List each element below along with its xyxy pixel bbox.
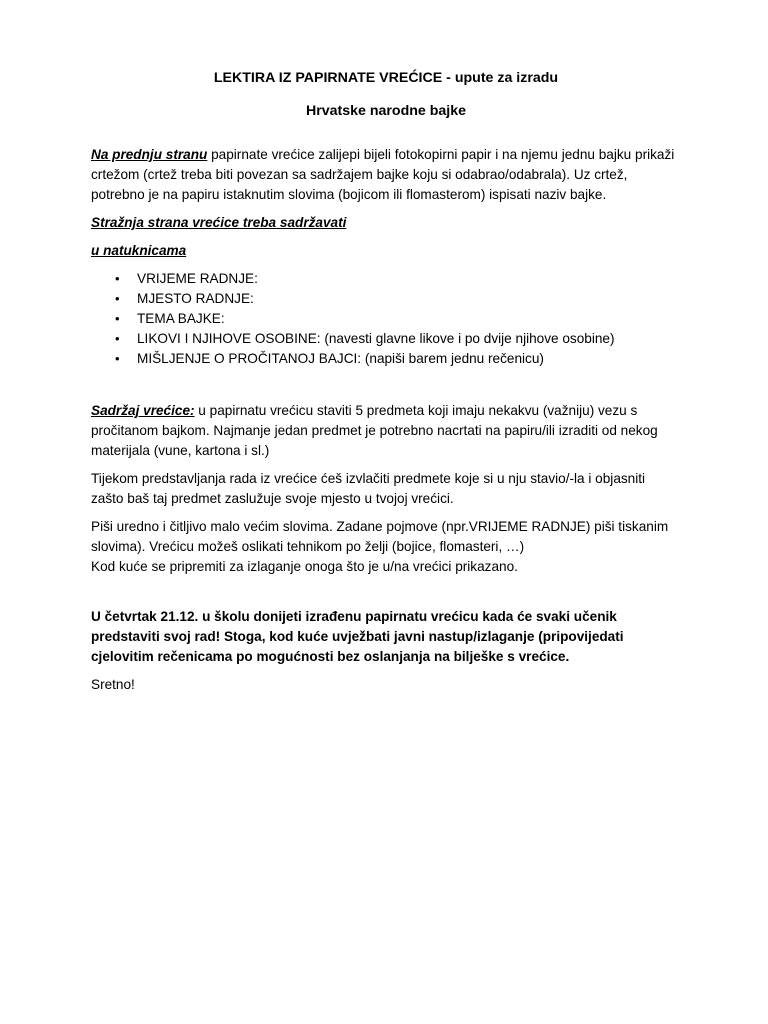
back-side-subheading-paragraph [91, 241, 681, 261]
list-item-text: LIKOVI I NJIHOVE OSOBINE: (navesti glavne likove i po dvije njihove osobine) [137, 331, 615, 346]
bag-content-heading: Sadržaj vrećice: [91, 403, 195, 418]
front-side-paragraph [91, 145, 681, 205]
vertical-spacer [91, 585, 681, 607]
list-item [91, 269, 681, 289]
list-item [91, 349, 681, 369]
bullet-icon: • [115, 311, 120, 326]
front-side-text: papirnate vrećice zalijepi bijeli fotokopirni papir i na njemu jednu bajku prikaži crtežom (crtež treba biti povezan sa sadržajem bajke koju si odabrao/odabrala). Uz crtež, potrebno je na papiru istaknutim slovima (bojicom ili flomasterom) ispisati naziv bajke. [91, 147, 675, 202]
bag-content-text: u papirnatu vrećicu staviti 5 predmeta koji imaju nekakvu (važniju) vezu s pročitanom bajkom. Najmanje jedan predmet je potrebno nacrtati na papiru/ili izraditi od nekog materijala (vune, kartona i sl.) [91, 403, 658, 458]
presentation-paragraph: Tijekom predstavljanja rada iz vrećice ćeš izvlačiti predmete koje si u nju stavio/-la i objasniti zašto baš taj predmet zaslužuje svoje mjesto u tvojoj vrećici. [91, 471, 646, 506]
list-item-text: MIŠLJENJE O PROČITANOJ BAJCI: (napiši barem jednu rečenicu) [137, 351, 544, 366]
bullet-icon: • [115, 291, 120, 306]
front-side-heading: Na prednju stranu [91, 147, 208, 162]
back-side-list [91, 269, 681, 369]
preparation-text: Kod kuće se pripremiti za izlaganje onoga što je u/na vrećici prikazano. [91, 559, 518, 574]
back-side-heading: Stražnja strana vrećice treba sadržavati [91, 215, 347, 230]
list-item [91, 329, 681, 349]
vertical-spacer [91, 377, 681, 401]
list-item [91, 309, 681, 329]
document-page [91, 68, 681, 703]
writing-paragraph [91, 517, 681, 577]
back-side-subheading: u natuknicama [91, 243, 187, 258]
list-item-text: MJESTO RADNJE: [137, 291, 254, 306]
bag-content-paragraph [91, 401, 681, 461]
closing-text: Sretno! [91, 677, 135, 692]
list-item-text: VRIJEME RADNJE: [137, 271, 258, 286]
bullet-icon: • [115, 351, 120, 366]
back-side-heading-paragraph [91, 213, 681, 233]
document-subtitle: Hrvatske narodne bajke [305, 103, 467, 119]
document-title: LEKTIRA IZ PAPIRNATE VREĆICE - upute za izradu [213, 70, 559, 86]
bullet-icon: • [115, 331, 120, 346]
list-item [91, 289, 681, 309]
deadline-paragraph: U četvrtak 21.12. u školu donijeti izrađenu papirnatu vrećicu kada će svaki učenik predstaviti svoj rad! Stoga, kod kuće uvježbati javni nastup/izlaganje (pripovijedati cjelovitim rečenicama po mogućnosti bez oslanjanja na bilješke s vrećice. [91, 609, 624, 664]
writing-text: Piši uredno i čitljivo malo većim slovima. Zadane pojmove (npr.VRIJEME RADNJE) piši tiskanim slovima). Vrećicu možeš oslikati tehnikom po želji (bojice, flomasteri, …) [91, 519, 669, 554]
list-item-text: TEMA BAJKE: [137, 311, 225, 326]
bullet-icon: • [115, 271, 120, 286]
